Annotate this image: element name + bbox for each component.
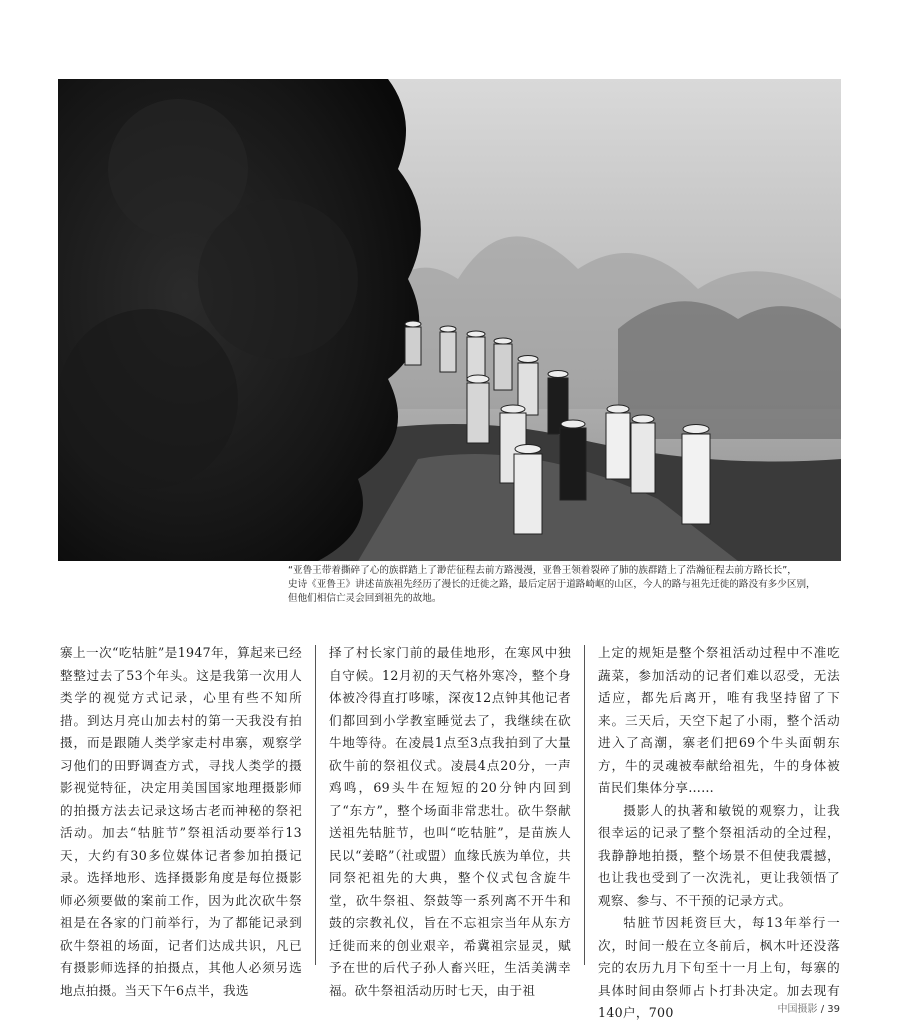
photo-illustration: [58, 79, 841, 561]
footer-separator: /: [820, 1004, 825, 1015]
paragraph: 牯脏节因耗资巨大，每13年举行一次，时间一般在立冬前后，枫木叶还没落完的农历九月下旬至十一月上旬，每寨的具体时间由祭师占卜打卦决定。加去现有140户，700: [598, 915, 840, 1020]
photo-caption: [288, 564, 840, 606]
paragraph: 择了村长家门前的最佳地形，在寒风中独自守候。12月初的天气格外寒冷，整个身体被冷得直打哆嗦，深夜12点钟其他记者们都回到小学教室睡觉去了，我继续在砍牛地等待。在凌晨1点至3点我拍到了大量砍牛前的祭祖仪式。凌晨4点20分，一声鸡鸣，69头牛在短短的20分钟内回到了“东方”，整个场面非常悲壮。砍牛祭献送祖先牯脏节，也叫“吃牯脏”，是苗族人民以“姜略”（社或盟）血缘氏族为单位，共同祭祀祖先的大典，整个仪式包含旋牛堂，砍牛祭祖、祭鼓等一系列离不开牛和鼓的宗教礼仪，旨在不忘祖宗当年从东方迁徙而来的创业艰辛，希冀祖宗显灵，赋予在世的后代子孙人畜兴旺，生活美满幸福。砍牛祭祖活动历时七天，由于祖: [329, 645, 571, 998]
caption-line-1: “亚鲁王带着撕碎了心的族群踏上了渺茫征程去前方路漫漫，亚鲁王领着裂碎了肺的族群踏上了浩瀚征程去前方路长长”，: [288, 565, 797, 576]
paragraph: 寨上一次“吃牯脏”是1947年，算起来已经整整过去了53个年头。这是我第一次用人类学的视觉方式记录，心里有些不知所措。到达月亮山加去村的第一天我没有拍摄，而是跟随人类学家走村串寨，观察学习他们的田野调查方式，寻找人类学的摄影视觉特征，决定用美国国家地理摄影师的拍摄方法去记录这场古老而神秘的祭祀活动。加去“牯脏节”祭祖活动要举行13天，大约有30多位媒体记者参加拍摄记录。选择地形、选择摄影角度是每位摄影师必须要做的案前工作，因为此次砍牛祭祖是在各家的门前举行，为了都能记录到砍牛祭祖的场面，记者们达成共识，凡已有摄影师选择的拍摄点，其他人必须另选地点拍摄。当天下午6点半，我选: [60, 645, 302, 998]
text-column-2: [329, 642, 571, 998]
column-divider: [315, 645, 316, 965]
page-number: 39: [827, 1004, 840, 1015]
page-footer: [778, 1000, 840, 1015]
text-column-1: [60, 642, 302, 998]
caption-line-2: 史诗《亚鲁王》讲述苗族祖先经历了漫长的迁徙之路，最后定居于道路崎岖的山区，今人的路与祖先迁徙的路没有多少区别，: [288, 579, 816, 590]
paragraph: 摄影人的执著和敏锐的观察力，让我很幸运的记录了整个祭祖活动的全过程，我静静地拍摄，整个场景不但使我震撼，也让我也受到了一次洗礼，更让我领悟了观察、参与、不干预的记录方式。: [598, 802, 840, 908]
caption-line-3: 但他们相信亡灵会回到祖先的故地。: [288, 593, 442, 604]
column-divider: [584, 645, 585, 965]
procession-photo: [58, 79, 841, 561]
paragraph: 上定的规矩是整个祭祖活动过程中不准吃蔬菜，参加活动的记者们难以忍受，无法适应，都先后离开，唯有我坚持留了下来。三天后，天空下起了小雨，整个活动进入了高潮，寨老们把69个牛头面朝东方，牛的灵魂被奉献给祖先，牛的身体被苗民们集体分享……: [598, 645, 840, 795]
magazine-name: 中国摄影: [777, 1004, 818, 1015]
